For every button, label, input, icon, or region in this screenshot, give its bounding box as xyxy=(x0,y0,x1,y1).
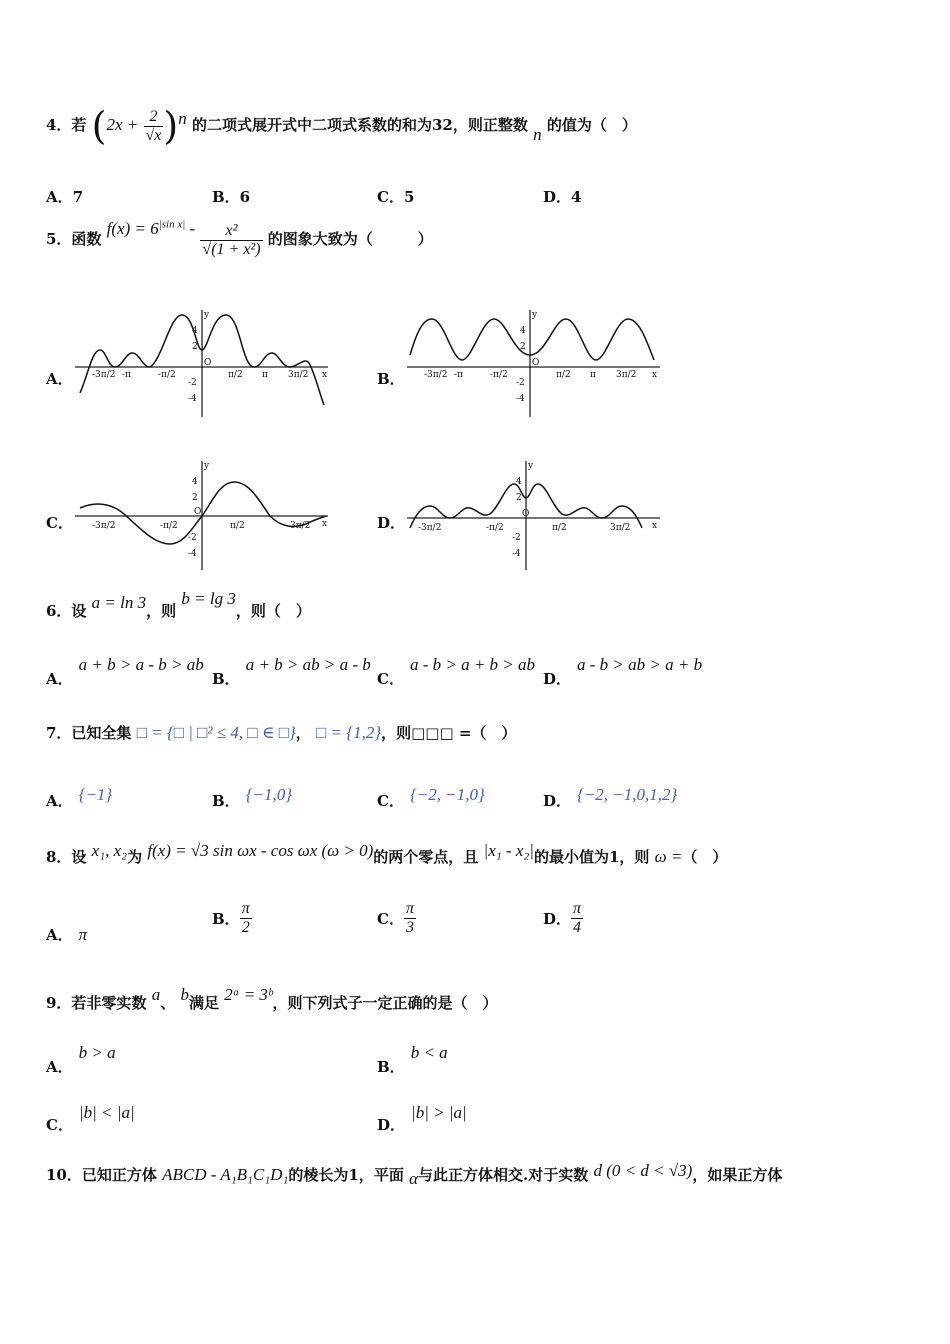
q6-number: 6．设 xyxy=(46,602,87,620)
svg-text:-π/2: -π/2 xyxy=(486,523,504,533)
svg-text:O: O xyxy=(204,358,212,368)
svg-text:4: 4 xyxy=(192,477,198,487)
q6-option-b[interactable]: B．a + b > ab > a - b xyxy=(212,655,371,688)
svg-text:-2: -2 xyxy=(188,533,197,543)
q9-option-a[interactable]: A．b > a xyxy=(46,1043,116,1076)
q6-option-a[interactable]: A．a + b > a - b > ab xyxy=(46,655,204,688)
svg-text:π/2: π/2 xyxy=(552,523,567,533)
q6-option-c[interactable]: C．a - b > a + b > ab xyxy=(377,655,536,688)
svg-text:O: O xyxy=(194,507,202,517)
graph-c xyxy=(70,458,335,573)
q4-expr: 2x + xyxy=(106,115,139,134)
graph-b xyxy=(402,305,667,420)
q5-text: 的图象大致为（ ） xyxy=(267,230,433,249)
svg-text:-π/2: -π/2 xyxy=(158,370,176,380)
q4-text: 的二项式展开式中二项式系数的和为32，则正整数 xyxy=(191,116,528,134)
svg-text:-3π/2: -3π/2 xyxy=(424,370,448,380)
q9-number: 9．若非零实数 xyxy=(46,994,147,1012)
q8-option-d[interactable]: D． $\frac{\pi}{4}$ xyxy=(543,900,582,936)
question-10: 10．已知正方体 ABCD - A₁B₁C₁D₁的棱长为1，平面 α与此正方体相交.对于实数 d (0 < d < √3)，如果正方体 xyxy=(46,1161,783,1188)
svg-text:4: 4 xyxy=(192,326,198,336)
q7-number: 7．已知全集 xyxy=(46,724,132,742)
q9-text: ，则下列式子一定正确的是（ ） xyxy=(272,994,498,1012)
q5-func: $f(x) = 6^{|sin x|}$ - xyxy=(106,218,196,239)
graph-d-y: y xyxy=(528,461,534,471)
svg-text:-π: -π xyxy=(122,370,131,380)
q4-exponent: n xyxy=(178,109,187,128)
svg-text:-4: -4 xyxy=(516,394,525,404)
svg-text:-2: -2 xyxy=(516,378,525,388)
q9-a: a xyxy=(151,985,161,1004)
q8-func: f(x) = √3 sin ωx - cos ωx (ω > 0) xyxy=(147,841,374,860)
svg-text:O: O xyxy=(532,358,540,368)
q8-option-b[interactable]: B． $\frac{\pi}{2}$ xyxy=(212,900,250,936)
svg-text:-4: -4 xyxy=(188,394,197,404)
svg-text:2: 2 xyxy=(516,493,522,503)
q8-option-a[interactable]: A． π xyxy=(46,925,88,944)
q5-fraction: $\frac{\text{x²}}{\text{√(1 + x²)}}$ xyxy=(202,222,261,258)
svg-text:O: O xyxy=(522,509,530,519)
svg-text:3π/2: 3π/2 xyxy=(616,370,637,380)
graph-b-y: y xyxy=(532,310,538,320)
svg-text:3π/2: 3π/2 xyxy=(288,370,309,380)
q10-alpha: α xyxy=(409,1169,418,1188)
q9-b: b xyxy=(180,985,189,1004)
svg-text:2: 2 xyxy=(192,493,198,503)
q8-option-c[interactable]: C． $\frac{\pi}{3}$ xyxy=(377,900,414,936)
q8-number: 8．设 xyxy=(46,848,87,866)
svg-text:π/2: π/2 xyxy=(228,370,243,380)
q8-abs: |x₁ - x₂| xyxy=(483,841,534,860)
svg-text:2: 2 xyxy=(520,342,526,352)
graph-a xyxy=(70,305,335,420)
svg-text:π: π xyxy=(590,370,596,380)
q4-option-c[interactable]: C．5 xyxy=(377,188,415,206)
q9-option-b[interactable]: B．b < a xyxy=(377,1043,448,1076)
q5-option-d[interactable]: D． xyxy=(377,514,406,532)
q10-d: d (0 < d < √3) xyxy=(593,1161,693,1180)
q10-number: 10．已知正方体 xyxy=(46,1166,157,1184)
q5-option-c[interactable]: C． xyxy=(46,514,73,532)
svg-text:-4: -4 xyxy=(188,549,197,559)
graph-c-x: x xyxy=(322,519,328,529)
svg-text:3π/2: 3π/2 xyxy=(610,523,631,533)
q5-number: 5．函数 xyxy=(46,230,102,249)
q4-text2: 的值为（ ） xyxy=(546,116,637,134)
q7-option-a[interactable]: A． {−1} xyxy=(46,785,113,810)
svg-text:π/2: π/2 xyxy=(556,370,571,380)
svg-text:-π: -π xyxy=(454,370,463,380)
q4-left-paren: ( xyxy=(91,104,107,148)
q10-cube: ABCD - A₁B₁C₁D₁ xyxy=(162,1165,289,1184)
question-9: 9．若非零实数 a、 b满足 2ᵃ = 3ᵇ，则下列式子一定正确的是（ ） xyxy=(46,985,498,1012)
svg-text:-4: -4 xyxy=(512,549,521,559)
graph-d xyxy=(402,458,667,573)
question-8: 8．设 x₁, x₂为 f(x) = √3 sin ωx - cos ωx (ω > 0)的两个零点，且 |x₁ - x₂|的最小值为1，则 ω =（ ） xyxy=(46,841,728,866)
svg-text:-2: -2 xyxy=(512,533,521,543)
q7-option-c[interactable]: C． {−2, −1,0} xyxy=(377,785,485,810)
q4-right-paren: ) xyxy=(163,104,179,148)
q7-set-a: □ = {1,2} xyxy=(316,723,382,742)
q5-option-b[interactable]: B． xyxy=(377,370,405,388)
question-7: 7．已知全集 □ = {□ | □² ≤ 4, □ ∈ □}， □ = {1,2}，则□□□ =（ ） xyxy=(46,723,517,742)
q8-omega: ω = xyxy=(654,847,683,866)
svg-text:π/2: π/2 xyxy=(230,521,245,531)
graph-b-x: x xyxy=(652,370,658,380)
q4-number: 4．若 xyxy=(46,116,87,134)
question-4 xyxy=(46,104,637,148)
q6-option-d[interactable]: D．a - b > ab > a + b xyxy=(543,655,703,688)
svg-text:-3π/2: -3π/2 xyxy=(92,370,116,380)
svg-text:-π/2: -π/2 xyxy=(160,521,178,531)
svg-text:-2: -2 xyxy=(188,378,197,388)
q4-option-b[interactable]: B．6 xyxy=(212,188,251,206)
svg-text:-3π/2: -3π/2 xyxy=(92,521,116,531)
q5-option-a[interactable]: A． xyxy=(46,370,73,388)
svg-text:π: π xyxy=(262,370,268,380)
q4-fraction: $\frac{2}{√x}$ xyxy=(145,107,162,144)
svg-text:4: 4 xyxy=(516,477,522,487)
q8-vars: x₁, x₂ xyxy=(91,841,128,860)
graph-c-y: y xyxy=(204,461,210,471)
svg-text:2: 2 xyxy=(192,342,198,352)
q9-option-d[interactable]: D．|b| > |a| xyxy=(377,1103,467,1134)
graph-d-x: x xyxy=(652,521,658,531)
q4-option-d[interactable]: D．4 xyxy=(543,188,582,206)
q6-b-def: b = lg 3 xyxy=(181,589,236,608)
graph-a-y: y xyxy=(204,310,210,320)
q9-option-c[interactable]: C．|b| < |a| xyxy=(46,1103,135,1134)
q7-option-d[interactable]: D． {−2, −1,0,1,2} xyxy=(543,785,678,810)
svg-text:4: 4 xyxy=(520,326,526,336)
graph-a-x: x xyxy=(322,370,328,380)
svg-text:-π/2: -π/2 xyxy=(490,370,508,380)
q4-option-a[interactable]: A．7 xyxy=(46,188,84,206)
question-5 xyxy=(46,218,433,258)
q7-text: ，则□□□ =（ ） xyxy=(381,724,517,742)
svg-text:-3π/2: -3π/2 xyxy=(418,523,442,533)
question-6: 6．设 a = ln 3，则 b = lg 3，则（ ） xyxy=(46,589,311,620)
q7-option-b[interactable]: B． {−1,0} xyxy=(212,785,293,810)
svg-text:3π/2: 3π/2 xyxy=(290,521,311,531)
q9-cond: 2ᵃ = 3ᵇ xyxy=(224,985,273,1004)
q7-set-u: □ = {□ | □² ≤ 4, □ ∈ □} xyxy=(136,723,296,742)
q6-text: ，则（ ） xyxy=(235,602,311,620)
q4-var: n xyxy=(533,125,542,144)
q6-a-def: a = ln 3 xyxy=(91,593,147,612)
